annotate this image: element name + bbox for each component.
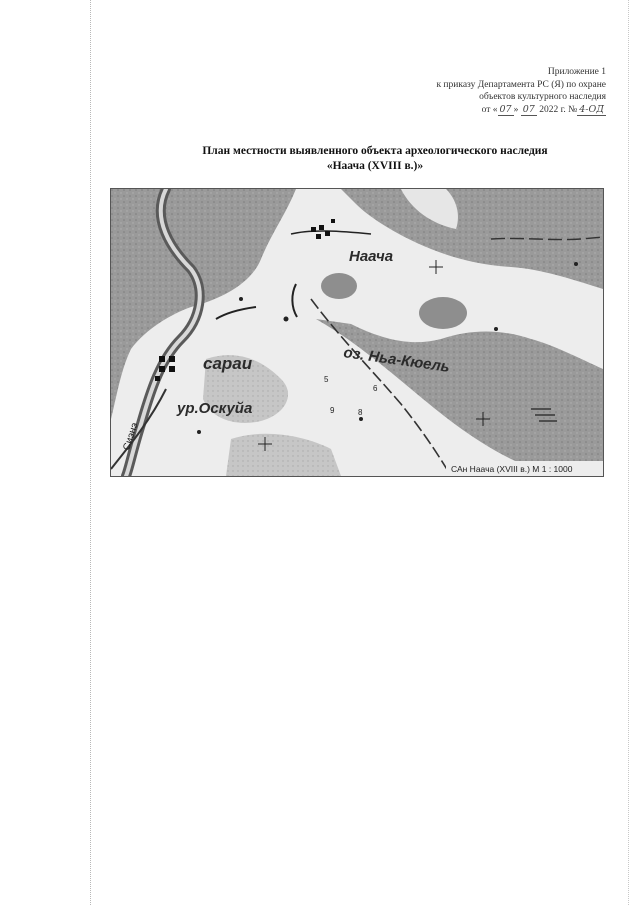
lake-large (419, 297, 467, 329)
appendix-line-1: Приложение 1 (547, 67, 606, 77)
document-title (140, 144, 610, 174)
label-lake: оз. Ньа-Кюель (342, 344, 451, 376)
appendix-date-line (306, 104, 606, 117)
lake-small (321, 273, 357, 299)
marker-8: 8 (358, 408, 363, 417)
appendix-line-3: объектов культурного наследия (479, 92, 606, 102)
page-right-edge (628, 0, 629, 905)
date-day: 07 (499, 103, 512, 115)
map-svg (111, 189, 603, 476)
marker-5: 5 (324, 375, 329, 384)
marker-6: 6 (373, 384, 378, 393)
date-year: 2022 г. № (536, 104, 578, 115)
date-mid: » (513, 104, 521, 115)
date-month: 07 (522, 103, 535, 115)
appendix-header (306, 66, 606, 116)
label-sarai: сараи (203, 354, 253, 373)
site-plan-map (110, 188, 604, 477)
scale-caption: САн Наача (XVIII в.) М 1 : 1000 (451, 464, 573, 474)
page-left-edge (90, 0, 91, 905)
order-number: 4-ОД (579, 103, 604, 115)
marker-9: 9 (330, 406, 335, 415)
label-nacha: Наача (349, 248, 394, 265)
label-urochishche: ур.Оскуйа (177, 400, 253, 417)
date-prefix: от « (481, 104, 498, 115)
label-river: Сиэнэ (121, 421, 141, 452)
title-line-2: «Наача (XVIII в.)» (326, 160, 424, 172)
title-line-1: План местности выявленного объекта археологического наследия (202, 145, 548, 157)
appendix-line-2: к приказу Департамента РС (Я) по охране (436, 79, 606, 90)
